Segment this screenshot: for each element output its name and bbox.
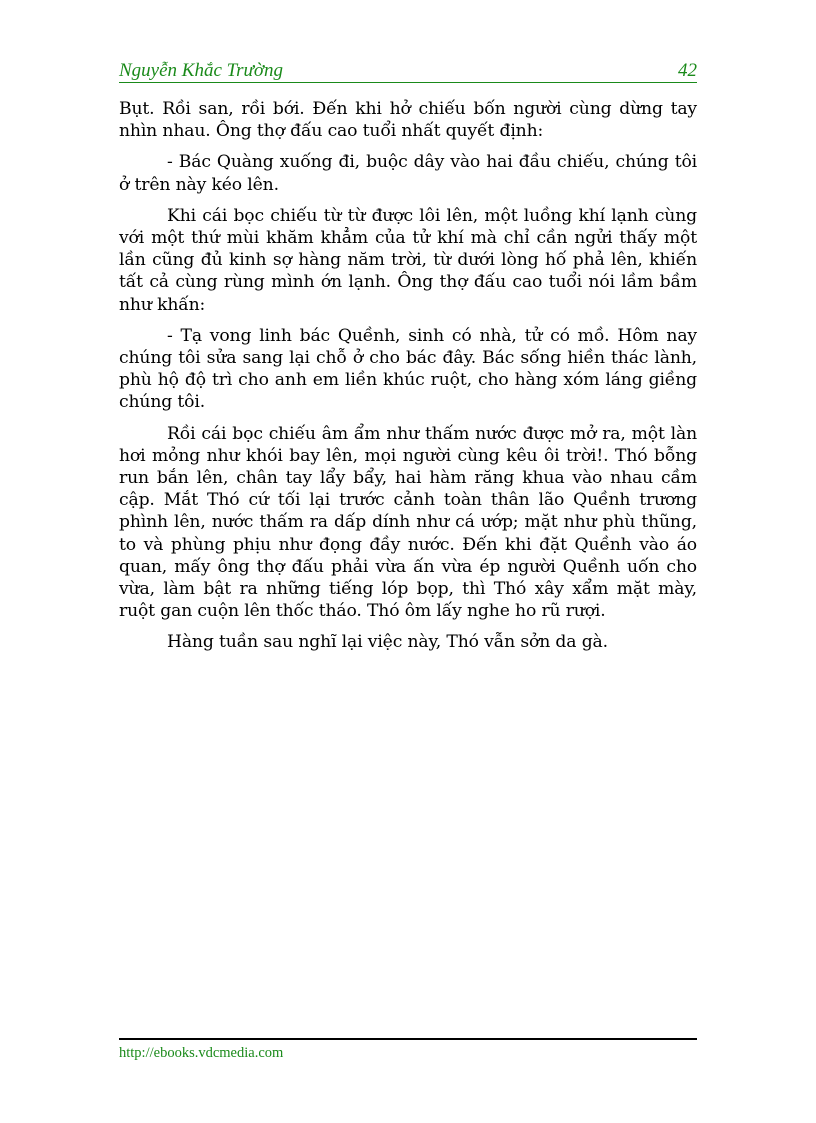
- footer-divider: [119, 1038, 697, 1040]
- paragraph: Rồi cái bọc chiếu âm ẩm như thấm nước được mở ra, một làn hơi mỏng như khói bay lên, mọi người cùng kêu ôi trời!. Thó bỗng run bắn lên, chân tay lẩy bẩy, hai hàm răng khua vào nhau cầm cập. Mắt Thó cứ tối lại trước cảnh toàn thân lão Quềnh trương phình lên, nước thấm ra dấp dính như cá ướp; mặt như phù thũng, to và phùng phịu như đọng đầy nước. Đến khi đặt Quềnh vào áo quan, mấy ông thợ đấu phải vừa ấn vừa ép người Quềnh uốn cho vừa, làm bật ra những tiếng lóp bọp, thì Thó xây xẩm mặt mày, ruột gan cuộn lên thốc tháo. Thó ôm lấy nghe ho rũ rượi.: [119, 423, 697, 622]
- body-text: [119, 98, 697, 663]
- paragraph: Bụt. Rồi san, rồi bới. Đến khi hở chiếu bốn người cùng dừng tay nhìn nhau. Ông thợ đấu cao tuổi nhất quyết định:: [119, 99, 697, 142]
- page-header: [119, 58, 697, 83]
- paragraph: Hàng tuần sau nghĩ lại việc này, Thó vẫn sởn da gà.: [167, 632, 608, 653]
- paragraph: - Tạ vong linh bác Quềnh, sinh có nhà, tử có mồ. Hôm nay chúng tôi sửa sang lại chỗ ở cho bác đây. Bác sống hiền thác lành, phù hộ độ trì cho anh em liền khúc ruột, cho hàng xóm láng giềng chúng tôi.: [119, 325, 697, 413]
- page-number: 42: [678, 60, 697, 81]
- footer-link[interactable]: http://ebooks.vdcmedia.com: [119, 1045, 284, 1061]
- paragraph: - Bác Quàng xuống đi, buộc dây vào hai đầu chiếu, chúng tôi ở trên này kéo lên.: [119, 152, 697, 195]
- author-name: Nguyễn Khắc Trường: [119, 60, 284, 81]
- paragraph: Khi cái bọc chiếu từ từ được lôi lên, một luồng khí lạnh cùng với một thứ mùi khăm khẳm của tử khí mà chỉ cần ngửi thấy một lần cũng đủ kinh sợ hàng năm trời, từ dưới lòng hố phả lên, khiến tất cả cùng rùng mình ớn lạnh. Ông thợ đấu cao tuổi nói lầm bầm như khấn:: [119, 205, 697, 315]
